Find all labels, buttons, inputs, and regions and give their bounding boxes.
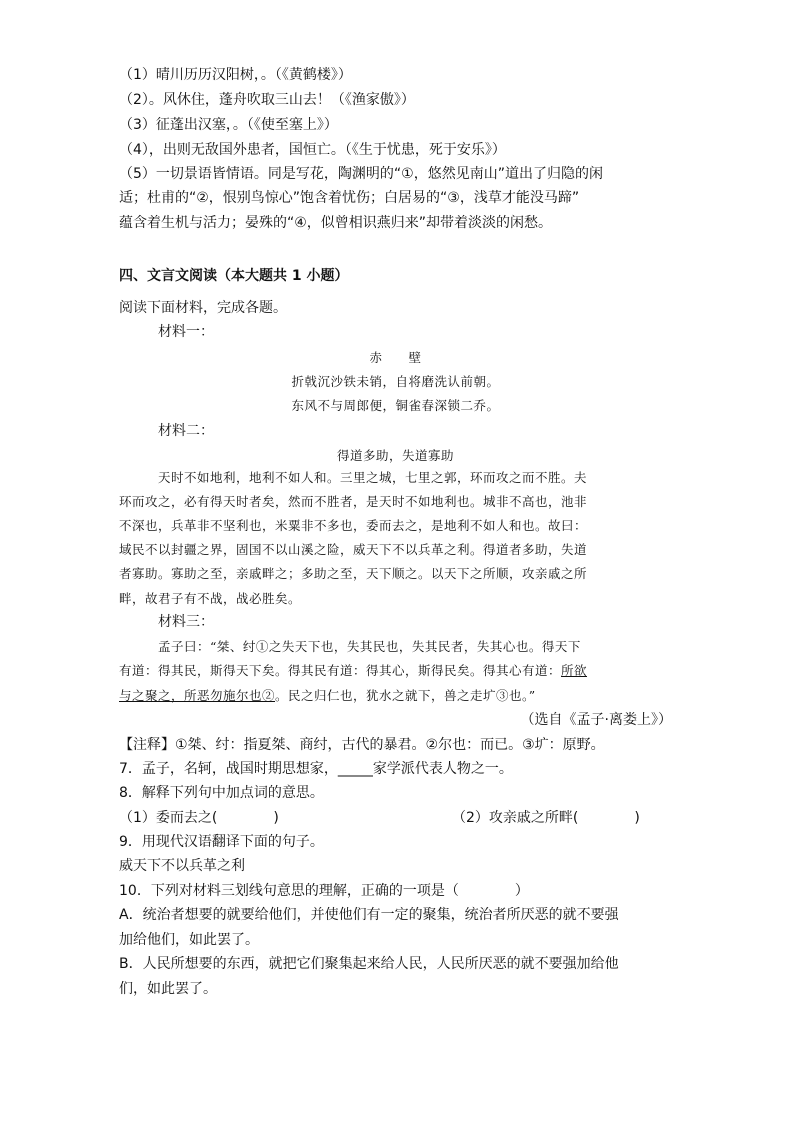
poetry-question-5-line2: 适；杜甫的“②，恨别鸟惊心”饱含着忧伤；白居易的“③，浅草才能没马蹄” xyxy=(119,190,580,206)
material-1-line: 折戟沉沙铁未销，自将磨洗认前朝。 xyxy=(291,374,500,389)
material-2-line: 不深也，兵革非不坚利也，米粟非不多也，委而去之，是地利不如人和也。故曰： xyxy=(119,518,588,533)
material-1-label: 材料一： xyxy=(158,324,214,340)
option-a-line1: A．统治者想要的就要给他们，并使他们有一定的聚集，统治者所厌恶的就不要强 xyxy=(119,907,619,923)
underlined-sentence: 与之聚之，所恶勿施尔也② xyxy=(119,688,276,703)
material-3-text: 。民之归仁也，犹水之就下，兽之走圹③也。” xyxy=(275,688,536,703)
material-2-label: 材料二： xyxy=(158,423,214,439)
annotation-note: 【注释】①桀、纣：指夏桀、商纣，古代的暴君。②尔也：而已。③圹：原野。 xyxy=(119,737,605,753)
question-9: 9．用现代汉语翻译下面的句子。 xyxy=(119,834,324,850)
option-a-line2: 加给他们，如此罢了。 xyxy=(119,932,259,948)
material-3-source: （选自《孟子·离娄上》） xyxy=(520,712,672,728)
question-10: 10．下列对材料三划线句意思的理解，正确的一项是（ ） xyxy=(119,883,529,899)
material-2-line: 畔，故君子有不战，战必胜矣。 xyxy=(119,591,302,606)
poetry-question-5-line3: 蕴含着生机与活力；晏殊的“④，似曾相识燕归来”却带着淡淡的闲愁。 xyxy=(119,215,553,231)
material-2-line: 环而攻之，必有得天时者矣，然而不胜者，是天时不如地利也。城非不高也，池非 xyxy=(119,494,588,509)
section-title: 四、文言文阅读（本大题共 1 小题） xyxy=(119,268,349,284)
poetry-question-5-line1: （5）一切景语皆情语。同是写花，陶渊明的“①，悠然见南山”道出了归隐的闲 xyxy=(119,166,603,182)
material-2-line: 天时不如地利，地利不如人和。三里之城，七里之郭，环而攻之而不胜。夫 xyxy=(158,470,588,485)
material-2-line: 者寡助。寡助之至，亲戚畔之；多助之至，天下顺之。以天下之所顺，攻亲戚之所 xyxy=(119,566,588,581)
material-1-line: 东风不与周郎便，铜雀春深锁二乔。 xyxy=(291,398,500,413)
poetry-question-4: （4），出则无敌国外患者，国恒亡。（《生于忧患，死于安乐》） xyxy=(119,142,506,158)
material-1-title: 赤 壁 xyxy=(369,350,422,365)
material-2-title: 得道多助，失道寡助 xyxy=(336,448,454,463)
reading-intro: 阅读下面材料，完成各题。 xyxy=(119,300,287,316)
question-8: 8．解释下列句中加点词的意思。 xyxy=(119,785,324,801)
material-3-line xyxy=(119,661,587,681)
underlined-sentence: 所欲 xyxy=(561,663,588,678)
option-b-line1: B．人民所想要的东西，就把它们聚集起来给人民，人民所厌恶的就不要强加给他 xyxy=(119,956,619,972)
material-2-line: 域民不以封疆之界，固国不以山溪之险，威天下不以兵革之利。得道者多助，失道 xyxy=(119,542,588,557)
question-9-sentence: 威天下不以兵革之利 xyxy=(119,858,245,874)
material-3-label: 材料三： xyxy=(158,614,214,630)
poetry-question-1: （1）晴川历历汉阳树，。（《黄鹤楼》） xyxy=(119,67,352,83)
question-8-item-1: （1）委而去之( ) xyxy=(119,810,279,826)
option-b-line2: 们，如此罢了。 xyxy=(119,981,217,997)
poetry-question-3: （3）征蓬出汉塞，。（《使至塞上》） xyxy=(119,117,338,133)
question-8-item-2: （2）攻亲戚之所畔( ) xyxy=(452,810,640,826)
material-3-text: 有道：得其民，斯得天下矣。得其民有道：得其心，斯得民矣。得其心有道： xyxy=(119,663,562,678)
material-3-line xyxy=(119,686,536,706)
poetry-question-2: （2）。风休住，蓬舟吹取三山去！（《渔家傲》） xyxy=(119,92,415,108)
material-3-line: 孟子曰：“桀、纣①之失天下也，失其民也，失其民者，失其心也。得天下 xyxy=(158,639,581,654)
question-7: 7．孟子，名轲，战国时期思想家，_____家学派代表人物之一。 xyxy=(119,761,513,777)
